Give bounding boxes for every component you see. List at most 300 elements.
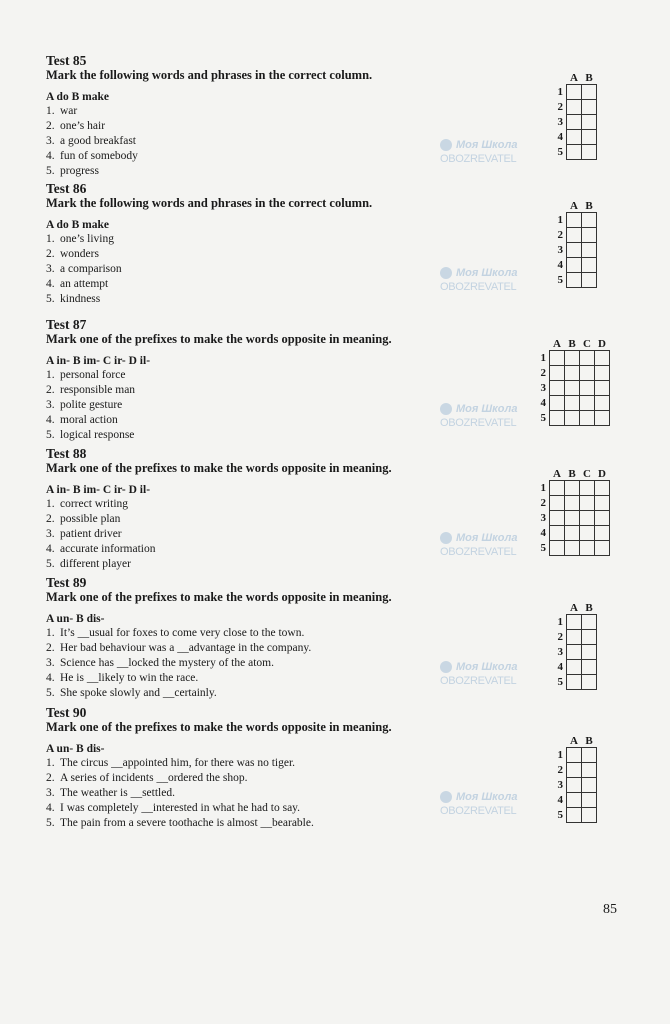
item-number: 3. [46,135,55,147]
watermark-brand-a: Моя Школа [456,532,518,544]
answer-row [553,115,597,130]
item-text: logical response [60,429,135,441]
item-number: 2. [46,513,55,525]
answer-cell[interactable] [582,748,597,763]
answer-cell[interactable] [567,660,582,675]
item-number: 1. [46,498,55,510]
list-item [46,816,526,831]
list-item [46,383,526,398]
answer-cell[interactable] [595,351,610,366]
row-number: 2 [557,764,563,776]
answer-cell[interactable] [582,228,597,243]
column-label: B [568,338,576,350]
item-number: 3. [46,787,55,799]
corner [553,602,567,615]
item-number: 3. [46,399,55,411]
column-label: A [570,200,578,212]
answer-row [536,366,610,381]
item-number: 5. [46,165,55,177]
row-number: 2 [557,101,563,113]
watermark-brand-b: OBOZREVATEL [440,417,517,429]
item-text: Science has __locked the mystery of the atom. [60,657,274,669]
answer-cell[interactable] [567,85,582,100]
item-number: 5. [46,558,55,570]
answer-cell[interactable] [567,243,582,258]
column-label: C [583,338,591,350]
row-number: 5 [540,542,546,554]
item-text: The weather is __settled. [60,787,175,799]
answer-cell[interactable] [567,228,582,243]
row-number: 2 [557,229,563,241]
watermark-brand-b: OBOZREVATEL [440,805,517,817]
answer-cell[interactable] [595,411,610,426]
column-label: D [598,468,606,480]
row-number: 1 [557,214,563,226]
answer-cell[interactable] [565,396,580,411]
answer-cell[interactable] [580,511,595,526]
answer-cell[interactable] [550,366,565,381]
test-instruction: Mark the following words and phrases in the correct column. [46,68,373,82]
row-number: 1 [540,482,546,494]
row-number: 3 [540,512,546,524]
list-item [46,786,526,801]
item-text: a good breakfast [60,135,136,147]
answer-cell[interactable] [567,615,582,630]
corner [553,72,567,85]
list-item [46,164,526,179]
item-text: fun of somebody [60,150,138,162]
answer-row [553,213,597,228]
answer-cell[interactable] [567,763,582,778]
answer-options: A un- B dis- [46,743,105,755]
item-text: The circus __appointed him, for there was no tiger. [60,757,296,769]
item-text: The pain from a severe toothache is almost __bearable. [60,817,314,829]
item-text: A series of incidents __ordered the shop. [60,772,248,784]
corner [536,468,550,481]
item-text: a comparison [60,263,122,275]
row-number: 4 [557,794,563,806]
watermark-brand-a: Моя Школа [456,403,518,415]
item-number: 4. [46,278,55,290]
answer-cell[interactable] [550,496,565,511]
answer-row [536,411,610,426]
row-number: 1 [557,749,563,761]
answer-cell[interactable] [595,496,610,511]
item-text: patient driver [60,528,122,540]
answer-cell[interactable] [567,748,582,763]
test-instruction: Mark one of the prefixes to make the words opposite in meaning. [46,590,392,604]
answer-grid-header [553,200,597,213]
answer-grid [553,200,597,288]
answer-cell[interactable] [580,541,595,556]
row-number: 3 [557,244,563,256]
test-section [46,576,526,701]
answer-cell[interactable] [550,396,565,411]
answer-cell[interactable] [580,351,595,366]
corner [553,735,567,748]
item-text: accurate information [60,543,156,555]
answer-cell[interactable] [550,481,565,496]
row-number: 5 [540,412,546,424]
row-number: 4 [540,527,546,539]
answer-cell[interactable] [550,411,565,426]
list-item [46,527,526,542]
answer-cell[interactable] [567,258,582,273]
list-item [46,671,526,686]
watermark-brand-b: OBOZREVATEL [440,281,517,293]
answer-row [553,793,597,808]
column-label: A [570,735,578,747]
row-number: 2 [540,367,546,379]
answer-cell[interactable] [582,273,597,288]
list-item [46,262,526,277]
watermark-brand-a: Моя Школа [456,267,518,279]
answer-row [553,145,597,160]
item-number: 4. [46,802,55,814]
row-number: 2 [540,497,546,509]
item-number: 1. [46,233,55,245]
list-item [46,119,526,134]
column-label: D [598,338,606,350]
answer-cell[interactable] [582,100,597,115]
answer-cell[interactable] [565,351,580,366]
answer-cell[interactable] [582,645,597,660]
item-number: 1. [46,369,55,381]
test-title: Test 89 [46,575,87,590]
item-text: different player [60,558,131,570]
row-number: 2 [557,631,563,643]
list-item [46,771,526,786]
answer-cell[interactable] [567,808,582,823]
list-item [46,512,526,527]
list-item [46,497,526,512]
test-section [46,447,526,572]
column-label: B [585,735,593,747]
row-number: 1 [557,616,563,628]
item-number: 2. [46,772,55,784]
item-text: war [60,105,78,117]
list-item [46,626,526,641]
item-text: She spoke slowly and __certainly. [60,687,217,699]
list-item [46,756,526,771]
answer-cell[interactable] [582,675,597,690]
answer-cell[interactable] [550,351,565,366]
item-number: 1. [46,627,55,639]
item-text: kindness [60,293,101,305]
row-number: 4 [557,661,563,673]
answer-row [536,496,610,511]
item-text: an attempt [60,278,109,290]
answer-cell[interactable] [550,541,565,556]
answer-cell[interactable] [580,526,595,541]
list-item [46,398,526,413]
list-item [46,542,526,557]
answer-cell[interactable] [580,396,595,411]
item-number: 3. [46,263,55,275]
answer-options: A in- B im- C ir- D il- [46,484,151,496]
answer-cell[interactable] [582,630,597,645]
answer-cell[interactable] [565,411,580,426]
answer-cell[interactable] [567,778,582,793]
answer-cell[interactable] [582,243,597,258]
item-number: 4. [46,543,55,555]
row-number: 5 [557,809,563,821]
list-item [46,656,526,671]
answer-grid [536,468,610,556]
item-number: 5. [46,293,55,305]
list-item [46,428,526,443]
answer-cell[interactable] [595,526,610,541]
row-number: 3 [557,779,563,791]
answer-grid-header [536,338,610,351]
watermark-brand-a: Моя Школа [456,661,518,673]
item-number: 2. [46,248,55,260]
answer-cell[interactable] [567,213,582,228]
watermark-brand-b: OBOZREVATEL [440,546,517,558]
answer-options: A do B make [46,219,109,231]
answer-cell[interactable] [565,496,580,511]
answer-row [553,675,597,690]
answer-row [536,351,610,366]
answer-row [553,130,597,145]
item-text: wonders [60,248,99,260]
item-text: correct writing [60,498,129,510]
answer-row [553,258,597,273]
answer-cell[interactable] [582,85,597,100]
answer-grid-header [553,735,597,748]
row-number: 3 [540,382,546,394]
row-number: 5 [557,146,563,158]
row-number: 5 [557,676,563,688]
test-instruction: Mark the following words and phrases in the correct column. [46,196,373,210]
row-number: 1 [557,86,563,98]
item-number: 2. [46,384,55,396]
answer-cell[interactable] [582,808,597,823]
list-item [46,277,526,292]
answer-cell[interactable] [580,481,595,496]
item-number: 4. [46,150,55,162]
answer-cell[interactable] [567,130,582,145]
column-label: C [583,468,591,480]
answer-cell[interactable] [567,273,582,288]
column-label: A [570,602,578,614]
answer-row [553,645,597,660]
answer-grid [553,602,597,690]
answer-options: A do B make [46,91,109,103]
item-number: 1. [46,105,55,117]
answer-cell[interactable] [582,660,597,675]
answer-cell[interactable] [582,115,597,130]
item-text: possible plan [60,513,121,525]
answer-cell[interactable] [550,511,565,526]
answer-row [536,481,610,496]
test-title: Test 85 [46,53,87,68]
list-item [46,292,526,307]
column-label: A [553,338,561,350]
answer-cell[interactable] [565,511,580,526]
test-title: Test 88 [46,446,87,461]
corner [553,200,567,213]
answer-cell[interactable] [580,496,595,511]
answer-cell[interactable] [580,366,595,381]
list-item [46,641,526,656]
row-number: 3 [557,116,563,128]
item-number: 4. [46,414,55,426]
answer-cell[interactable] [595,396,610,411]
answer-row [553,630,597,645]
item-text: He is __likely to win the race. [60,672,199,684]
row-number: 5 [557,274,563,286]
column-label: B [585,200,593,212]
test-instruction: Mark one of the prefixes to make the words opposite in meaning. [46,332,392,346]
row-number: 4 [557,131,563,143]
item-number: 4. [46,672,55,684]
list-item [46,413,526,428]
answer-row [536,511,610,526]
test-section [46,318,526,443]
test-section [46,54,526,179]
watermark-brand-b: OBOZREVATEL [440,153,517,165]
answer-cell[interactable] [550,381,565,396]
answer-grid [536,338,610,426]
answer-row [553,660,597,675]
test-title: Test 86 [46,181,87,196]
item-text: I was completely __interested in what he had to say. [60,802,301,814]
answer-cell[interactable] [582,130,597,145]
answer-row [553,100,597,115]
item-text: personal force [60,369,126,381]
answer-cell[interactable] [582,213,597,228]
answer-cell[interactable] [582,763,597,778]
item-text: responsible man [60,384,136,396]
row-number: 4 [557,259,563,271]
answer-row [553,615,597,630]
column-label: B [568,468,576,480]
corner [536,338,550,351]
answer-cell[interactable] [567,630,582,645]
page-number: 85 [603,902,617,917]
answer-grid-header [536,468,610,481]
answer-cell[interactable] [582,793,597,808]
item-text: polite gesture [60,399,123,411]
answer-grid [553,72,597,160]
answer-cell[interactable] [582,258,597,273]
answer-cell[interactable] [595,381,610,396]
answer-cell[interactable] [595,541,610,556]
item-number: 3. [46,657,55,669]
test-section [46,182,526,307]
list-item [46,149,526,164]
answer-cell[interactable] [580,381,595,396]
column-label: A [553,468,561,480]
answer-row [553,808,597,823]
answer-row [553,243,597,258]
row-number: 4 [540,397,546,409]
item-text: Her bad behaviour was a __advantage in the company. [60,642,312,654]
watermark-brand-b: OBOZREVATEL [440,675,517,687]
answer-cell[interactable] [565,366,580,381]
item-number: 2. [46,642,55,654]
answer-cell[interactable] [567,645,582,660]
row-number: 1 [540,352,546,364]
answer-options: A in- B im- C ir- D il- [46,355,151,367]
answer-row [553,228,597,243]
answer-row [553,748,597,763]
answer-row [536,381,610,396]
answer-row [553,273,597,288]
answer-row [553,778,597,793]
item-number: 5. [46,687,55,699]
list-item [46,686,526,701]
list-item [46,134,526,149]
answer-cell[interactable] [550,526,565,541]
watermark-brand-a: Моя Школа [456,791,518,803]
answer-row [536,396,610,411]
test-instruction: Mark one of the prefixes to make the words opposite in meaning. [46,461,392,475]
answer-cell[interactable] [580,411,595,426]
watermark-brand-a: Моя Школа [456,139,518,151]
answer-cell[interactable] [595,481,610,496]
item-text: one’s living [60,233,114,245]
item-number: 5. [46,817,55,829]
answer-cell[interactable] [567,100,582,115]
answer-grid-header [553,72,597,85]
answer-cell[interactable] [565,381,580,396]
answer-row [536,526,610,541]
answer-row [536,541,610,556]
answer-options: A un- B dis- [46,613,105,625]
column-label: A [570,72,578,84]
test-title: Test 87 [46,317,87,332]
list-item [46,557,526,572]
answer-cell[interactable] [567,145,582,160]
column-label: B [585,72,593,84]
item-number: 5. [46,429,55,441]
list-item [46,801,526,816]
answer-cell[interactable] [565,541,580,556]
item-number: 1. [46,757,55,769]
row-number: 3 [557,646,563,658]
answer-cell[interactable] [582,615,597,630]
answer-grid-header [553,602,597,615]
answer-cell[interactable] [565,481,580,496]
test-title: Test 90 [46,705,87,720]
answer-cell[interactable] [567,675,582,690]
answer-cell[interactable] [567,115,582,130]
test-instruction: Mark one of the prefixes to make the words opposite in meaning. [46,720,392,734]
list-item [46,232,526,247]
list-item [46,368,526,383]
answer-row [553,763,597,778]
answer-cell[interactable] [595,511,610,526]
answer-cell[interactable] [595,366,610,381]
item-number: 2. [46,120,55,132]
item-number: 3. [46,528,55,540]
test-section [46,706,526,831]
item-text: moral action [60,414,118,426]
answer-cell[interactable] [565,526,580,541]
list-item [46,104,526,119]
item-text: one’s hair [60,120,106,132]
item-text: progress [60,165,99,177]
column-label: B [585,602,593,614]
item-text: It’s __usual for foxes to come very close to the town. [60,627,305,639]
list-item [46,247,526,262]
answer-cell[interactable] [582,778,597,793]
answer-cell[interactable] [567,793,582,808]
answer-cell[interactable] [582,145,597,160]
answer-grid [553,735,597,823]
